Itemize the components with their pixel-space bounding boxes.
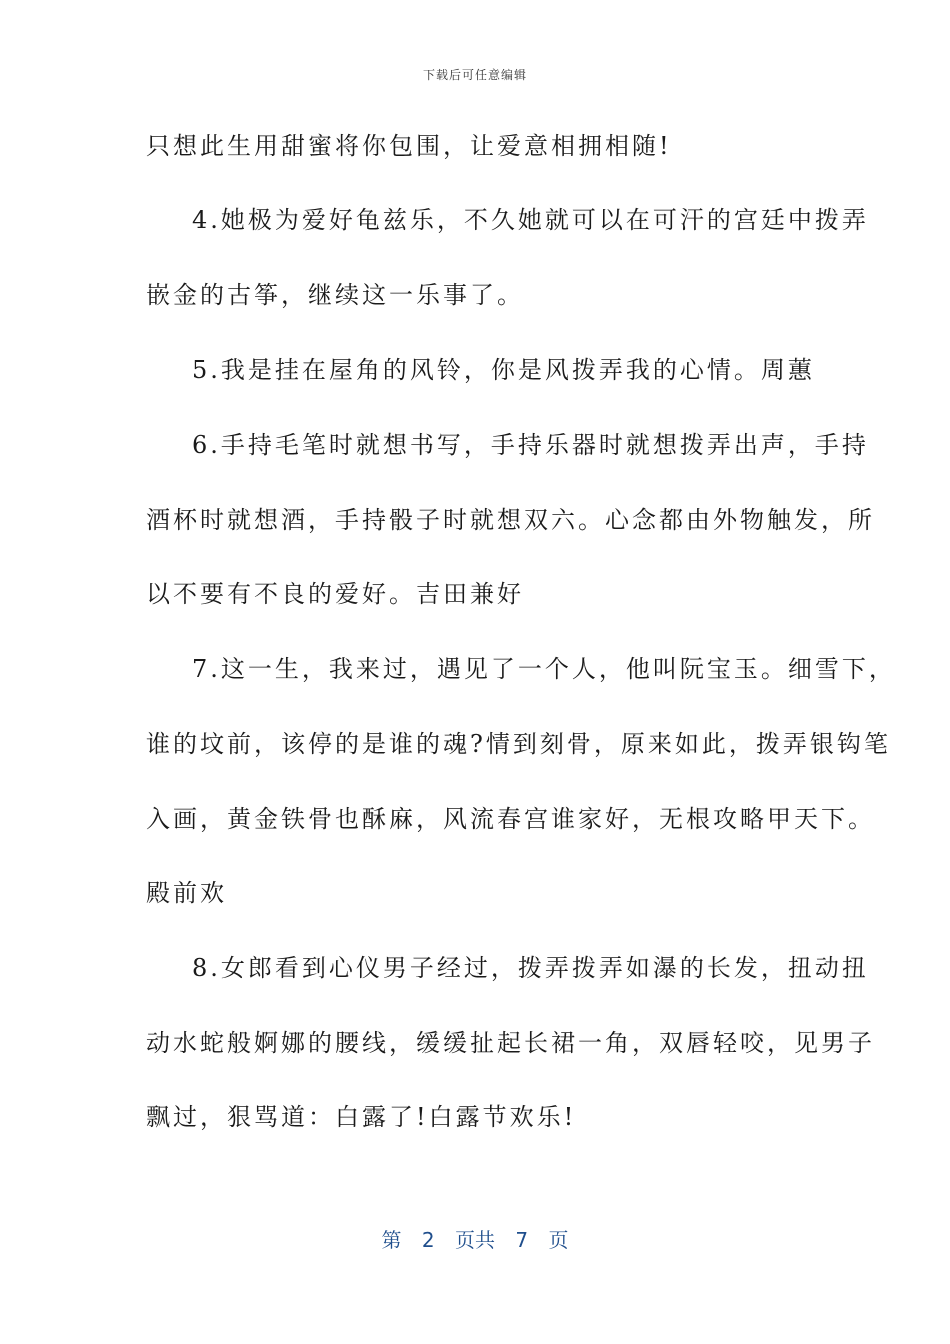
text-line: 只想此生用甜蜜将你包围，让爱意相拥相随!	[146, 132, 672, 160]
text-line: 6.手持毛笔时就想书写，手持乐器时就想拨弄出声，手持	[192, 431, 869, 459]
page-footer	[0, 1224, 950, 1253]
text-line: 5.我是挂在屋角的风铃，你是风拨弄我的心情。周蕙	[192, 356, 815, 384]
text-line: 酒杯时就想酒，手持骰子时就想双六。心念都由外物触发，所	[146, 506, 875, 534]
page-current: 2	[421, 1228, 435, 1252]
text-line: 动水蛇般婀娜的腰线，缓缓扯起长裙一角，双唇轻咬，见男子	[146, 1029, 875, 1057]
page-header: 下载后可任意编辑	[422, 68, 527, 82]
text-line: 殿前欢	[146, 879, 227, 907]
text-line: 以不要有不良的爱好。吉田兼好	[146, 580, 524, 608]
text-line: 嵌金的古筝，继续这一乐事了。	[146, 281, 524, 309]
text-line: 入画，黄金铁骨也酥麻，风流春宫谁家好，无根攻略甲天下。	[146, 805, 875, 833]
page-label: 页	[548, 1228, 569, 1252]
text-line: 8.女郎看到心仪男子经过，拨弄拨弄如瀑的长发，扭动扭	[192, 954, 869, 982]
text-line: 飘过，狠骂道：白露了!白露节欢乐!	[146, 1103, 577, 1131]
text-line: 4.她极为爱好龟兹乐，不久她就可以在可汗的宫廷中拨弄	[192, 206, 869, 234]
page-total: 7	[515, 1228, 529, 1252]
text-line: 谁的坟前，该停的是谁的魂?情到刻骨，原来如此，拨弄银钩笔	[146, 730, 891, 758]
text-line: 7.这一生，我来过，遇见了一个人，他叫阮宝玉。细雪下，	[192, 655, 896, 683]
page-label: 页共	[455, 1228, 495, 1252]
page-label: 第	[381, 1228, 402, 1252]
